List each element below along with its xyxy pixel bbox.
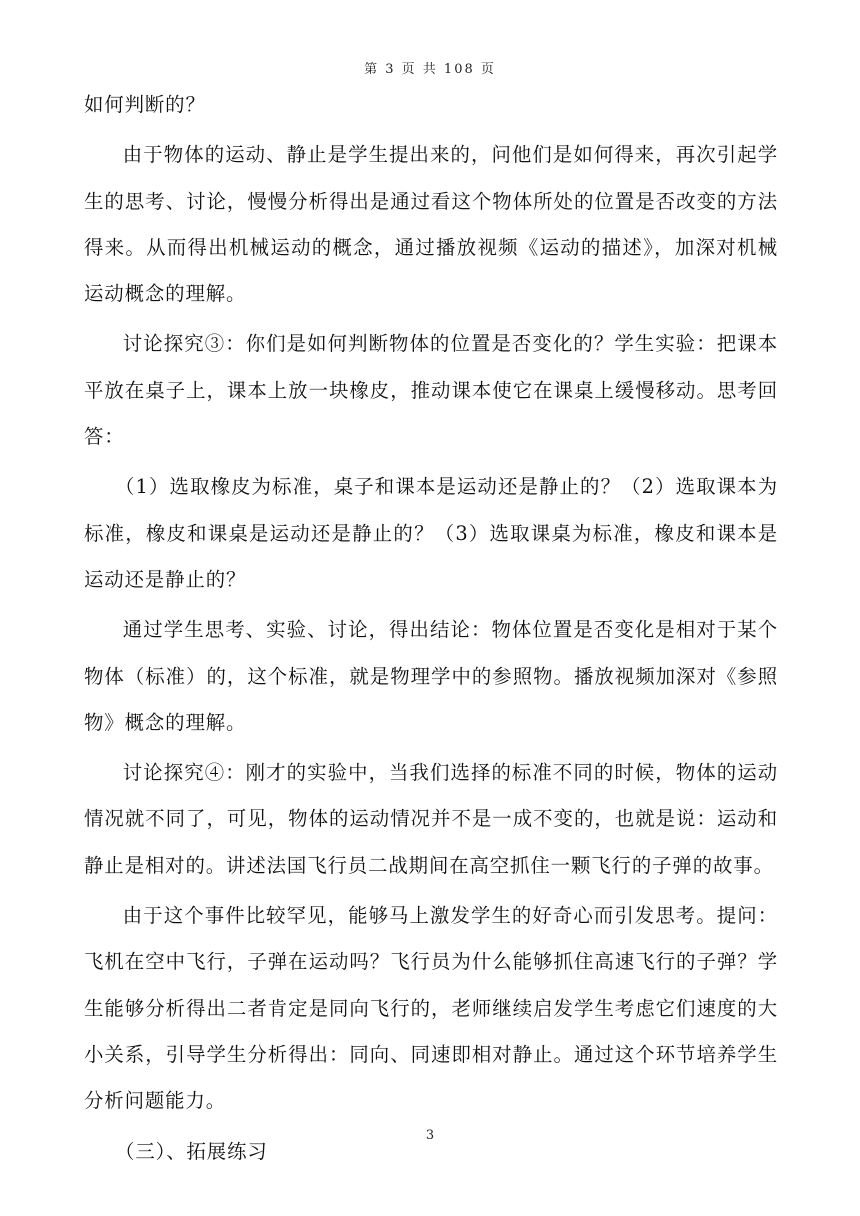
document-body — [84, 82, 778, 1175]
page-header: 第 3 页 共 108 页 — [364, 62, 496, 77]
page-number: 3 — [425, 1128, 435, 1143]
paragraph-reference-frame: 通过学生思考、实验、讨论，得出结论：物体位置是否变化是相对于某个物体（标准）的，这个标准，就是物理学中的参照物。播放视频加深对《参照物》概念的理解。 — [84, 618, 778, 734]
paragraph-continuation: 如何判断的？ — [84, 93, 206, 116]
paragraph-discussion-4: 讨论探究④：刚才的实验中，当我们选择的标准不同的时候，物体的运动情况就不同了，可见，物体的运动情况并不是一成不变的，也就是说：运动和静止是相对的。讲述法国飞行员二战期间在高空抓住一颗飞行的子弹的故事。 — [84, 761, 778, 877]
section-heading-extension-practice: （三）、拓展练习 — [115, 1139, 268, 1163]
paragraph-questions: （1）选取橡皮为标准，桌子和课本是运动还是静止的？（2）选取课本为标准，橡皮和课桌是运动还是静止的？（3）选取课桌为标准，橡皮和课本是运动还是静止的？ — [84, 475, 778, 591]
paragraph-bullet-story: 由于这个事件比较罕见，能够马上激发学生的好奇心而引发思考。提问：飞机在空中飞行，子弹在运动吗？飞行员为什么能够抓住高速飞行的子弹？学生能够分析得出二者肯定是同向飞行的，老师继续启发学生考虑它们速度的大小关系，引导学生分析得出：同向、同速即相对静止。通过这个环节培养学生分析问题能力。 — [84, 904, 778, 1113]
paragraph-discussion-3: 讨论探究③：你们是如何判断物体的位置是否变化的？学生实验：把课本平放在桌子上，课本上放一块橡皮，推动课本使它在课桌上缓慢移动。思考回答： — [84, 332, 778, 449]
paragraph-motion-analysis: 由于物体的运动、静止是学生提出来的，问他们是如何得来，再次引起学生的思考、讨论，慢慢分析得出是通过看这个物体所处的位置是否改变的方法得来。从而得出机械运动的概念，通过播放视频《运动的描述》，加深对机械运动概念的理解。 — [84, 143, 778, 306]
